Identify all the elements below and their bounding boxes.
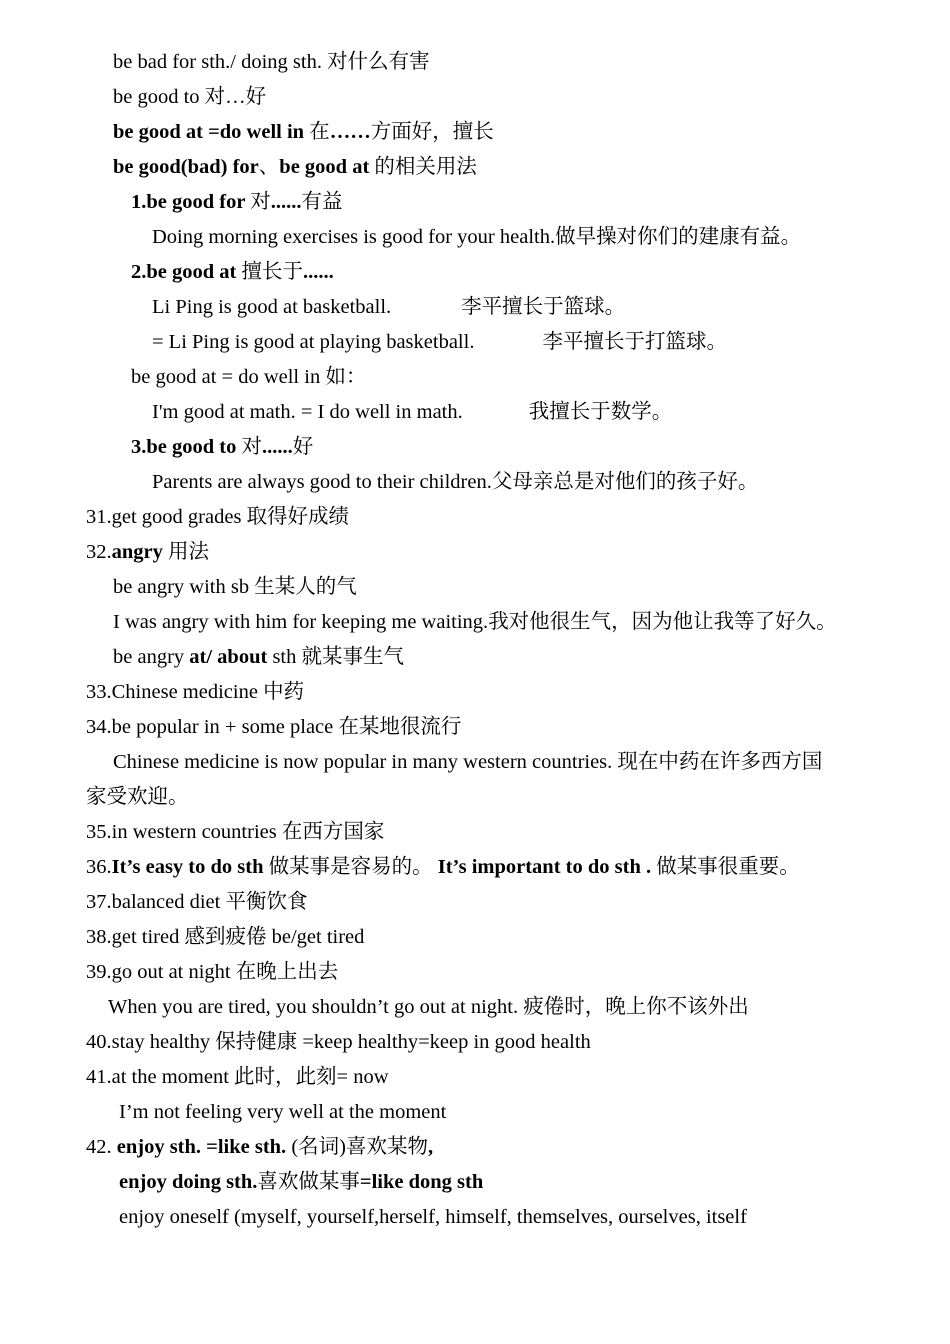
line-be-good-to: be good to 对…好 — [113, 86, 267, 108]
line-example-medicine-cont: 家受欢迎。 — [86, 786, 189, 808]
line-42: 42. enjoy sth. =like sth. (名词)喜欢某物, — [86, 1136, 434, 1158]
line-31: 31.get good grades 取得好成绩 — [86, 506, 350, 528]
line-example-tired: When you are tired, you shouldn’t go out at night. 疲倦时，晚上你不该外出 — [108, 996, 749, 1018]
line-example-basketball: Li Ping is good at basketball. 李平擅长于篮球。 — [152, 296, 626, 318]
line-angry-at-about: be angry at/ about sth 就某事生气 — [113, 646, 404, 668]
line-usage-heading: be good(bad) for、be good at 的相关用法 — [113, 156, 477, 178]
line-item-2: 2.be good at 擅长于...... — [131, 261, 334, 283]
line-item-1: 1.be good for 对......有益 — [131, 191, 343, 213]
line-do-well-in: be good at = do well in 如： — [131, 366, 367, 388]
line-enjoy-oneself: enjoy oneself (myself, yourself,herself, himself, themselves, ourselves, itself — [119, 1206, 747, 1228]
line-item-3: 3.be good to 对......好 — [131, 436, 314, 458]
line-angry-with: be angry with sb 生某人的气 — [113, 576, 357, 598]
line-40: 40.stay healthy 保持健康 =keep healthy=keep in good health — [86, 1031, 591, 1053]
line-enjoy-doing: enjoy doing sth.喜欢做某事=like dong sth — [119, 1171, 484, 1193]
line-example-parents: Parents are always good to their children.父母亲总是对他们的孩子好。 — [152, 471, 759, 493]
line-example-playing-basketball: = Li Ping is good at playing basketball. 李平擅长于打篮球。 — [152, 331, 727, 353]
line-32: 32.angry 用法 — [86, 541, 209, 563]
line-example-angry: I was angry with him for keeping me waiting.我对他很生气，因为他让我等了好久。 — [113, 611, 837, 633]
line-example-math: I'm good at math. = I do well in math. 我擅长于数学。 — [152, 401, 673, 423]
line-36: 36.It’s easy to do sth 做某事是容易的。 It’s important to do sth . 做某事很重要。 — [86, 856, 800, 878]
line-38: 38.get tired 感到疲倦 be/get tired — [86, 926, 365, 948]
line-be-good-at: be good at =do well in 在……方面好，擅长 — [113, 121, 494, 143]
line-35: 35.in western countries 在西方国家 — [86, 821, 385, 843]
line-37: 37.balanced diet 平衡饮食 — [86, 891, 308, 913]
line-39: 39.go out at night 在晚上出去 — [86, 961, 339, 983]
line-33: 33.Chinese medicine 中药 — [86, 681, 305, 703]
line-example-moment: I’m not feeling very well at the moment — [119, 1101, 447, 1123]
line-example-medicine: Chinese medicine is now popular in many western countries. 现在中药在许多西方国 — [113, 751, 823, 773]
line-34: 34.be popular in + some place 在某地很流行 — [86, 716, 462, 738]
line-41: 41.at the moment 此时，此刻= now — [86, 1066, 389, 1088]
line-example-exercises: Doing morning exercises is good for your health.做早操对你们的建康有益。 — [152, 226, 802, 248]
line-be-bad-for: be bad for sth./ doing sth. 对什么有害 — [113, 51, 430, 73]
